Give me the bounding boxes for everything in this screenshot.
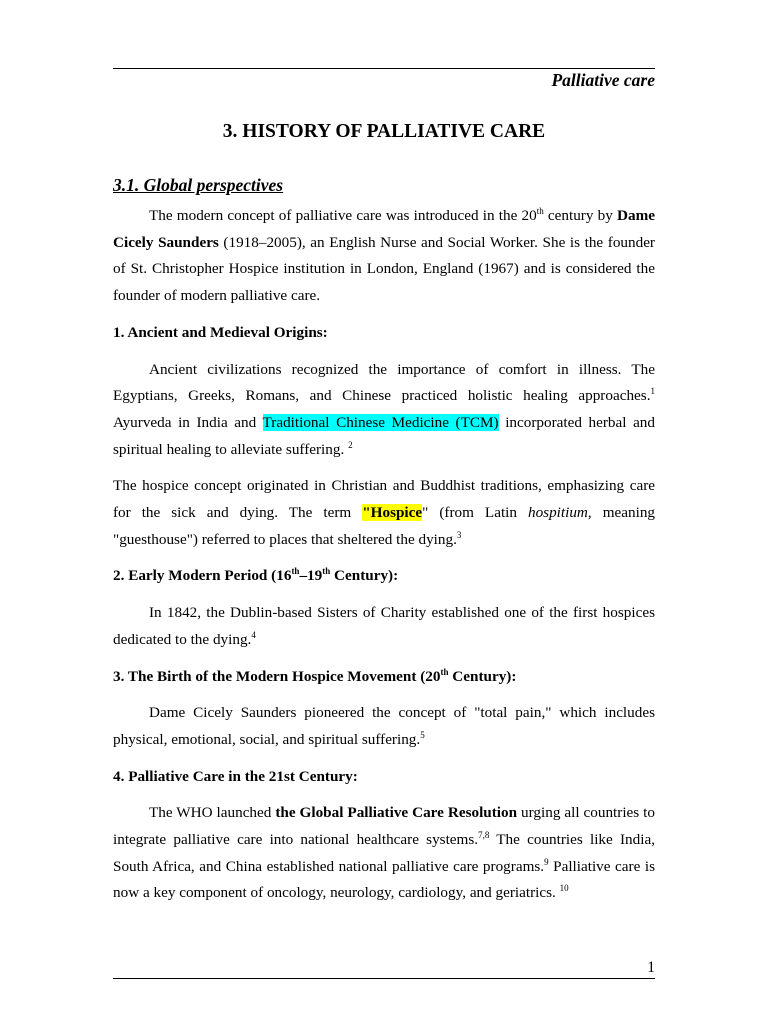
text-run: " (from Latin [422, 504, 528, 522]
text-run: incorporated herbal and spiritual healing to alleviate suffering. [113, 413, 655, 458]
page-number: 1 [647, 959, 655, 976]
subheading-early-modern [113, 563, 655, 590]
text-run: Dame Cicely Saunders pioneered the concept of "total pain," which includes physical, emotional, social, and spiritual suffering. [113, 704, 655, 748]
text-run: The countries like India, South Africa, and China established national palliative care programs. [113, 831, 655, 875]
intro-paragraph [113, 203, 655, 310]
footnote-ref: 9 [544, 856, 549, 867]
text-run: Ayurveda in India and [113, 413, 263, 431]
text-run: Palliative care is now a key component of oncology, neurology, cardiology, and geriatrics. [113, 857, 655, 902]
chapter-title: 3. HISTORY OF PALLIATIVE CARE [222, 121, 546, 142]
modern-hospice-paragraph [113, 700, 655, 753]
body-content [113, 203, 655, 907]
early-modern-paragraph [113, 600, 655, 653]
text-run: The WHO launched [149, 804, 276, 822]
highlighted-text: Traditional Chinese Medicine (TCM) [262, 413, 499, 431]
italic-term: hospitium [527, 504, 588, 522]
bold-phrase: the Global Palliative Care Resolution [275, 804, 518, 822]
footnote-ref: 1 [650, 386, 655, 397]
footer-rule [113, 978, 655, 979]
superscript: th [322, 566, 331, 577]
footnote-ref: 2 [348, 439, 353, 450]
running-header-title: Palliative care [551, 70, 655, 90]
text-run: , meaning "guesthouse") referred to places that sheltered the dying. [113, 504, 656, 548]
superscript: th [291, 566, 300, 577]
highlighted-term: "Hospice [362, 504, 423, 522]
ancient-paragraph-2 [113, 473, 655, 553]
footnote-ref: 7,8 [478, 830, 490, 840]
text-run: The modern concept of palliative care was introduced in the 20 [149, 207, 537, 224]
text-run: Century): [448, 667, 517, 685]
text-run: In 1842, the Dublin-based Sisters of Charity established one of the first hospices dedicated to the dying. [113, 604, 655, 648]
century21-paragraph [113, 800, 655, 907]
section-heading: 3.1. Global perspectives [113, 175, 284, 195]
footnote-ref: 4 [251, 629, 256, 640]
subheading-ancient: 1. Ancient and Medieval Origins: [113, 323, 328, 341]
bold-name: Dame Cicely Saunders [113, 207, 655, 251]
superscript: th [440, 666, 449, 677]
ancient-paragraph-1 [113, 357, 655, 464]
subheading-21st-century: 4. Palliative Care in the 21st Century: [113, 767, 358, 785]
text-run: century by [543, 207, 618, 224]
text-run: urging all countries to integrate palliative care into national healthcare systems. [113, 804, 655, 849]
text-run: 2. Early Modern Period (16 [113, 567, 292, 585]
text-run: (1918–2005), an English Nurse and Social Worker. She is the founder of St. Christopher Hospice institution in London, England (1967) and is considered the founder of modern palliative care. [113, 233, 655, 305]
subheading-modern-hospice [113, 664, 655, 691]
footnote-ref: 5 [420, 729, 425, 740]
footnote-ref: 3 [456, 529, 462, 540]
text-run: –19 [299, 567, 323, 585]
text-run: Century): [330, 567, 399, 585]
text-run: The hospice concept originated in Christian and Buddhist traditions, emphasizing care for the sick and dying. The term [113, 477, 655, 522]
text-run: Ancient civilizations recognized the importance of comfort in illness. The Egyptians, Greeks, Romans, and Chinese practiced holistic healing approaches. [113, 360, 655, 405]
footnote-ref: 10 [559, 883, 569, 894]
text-run: 3. The Birth of the Modern Hospice Movement (20 [113, 667, 441, 685]
superscript: th [536, 205, 544, 216]
header-rule [113, 68, 655, 69]
